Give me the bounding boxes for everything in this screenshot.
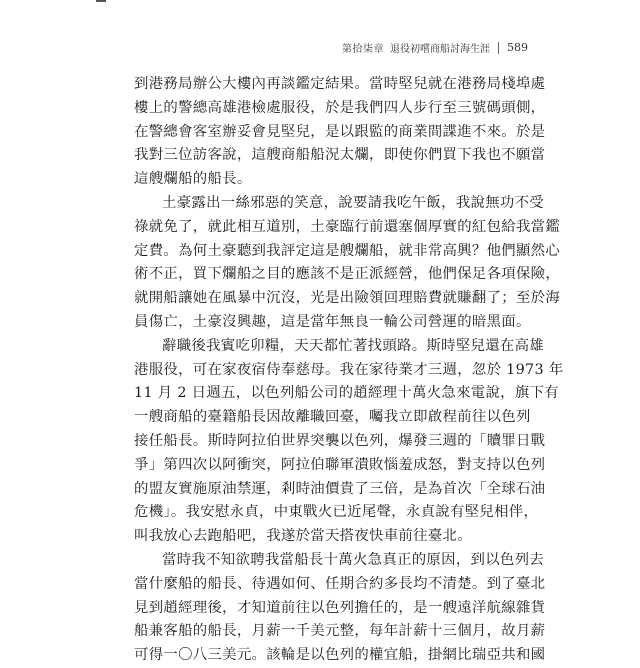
chapter-label: 第拾柒章 bbox=[342, 44, 384, 55]
text-line: 可得一〇八三美元。該輪是以色列的權宜船，掛網比瑞亞共和國 bbox=[134, 647, 546, 664]
text-line: 在警總會客室辦妥會見堅兒，是以跟監的商業間諜進不來。於是 bbox=[134, 123, 546, 140]
text-line: 船兼客船的船長，月薪一千美元整，每年計薪十三個月，故月薪 bbox=[134, 623, 546, 640]
text-line: 就開船讓她在風暴中沉沒，光是出險領回理賠費就賺翻了；至於海 bbox=[134, 290, 561, 307]
text-line: 當什麼船的船長、待遇如何、任期合約多長均不清楚。到了臺北 bbox=[134, 575, 546, 592]
text-line: 當時我不知欲聘我當船長十萬火急真正的原因，到以色列去 bbox=[162, 551, 544, 568]
page-number: 589 bbox=[507, 41, 528, 54]
section-title: 退役初嚐商船討海生涯 bbox=[390, 44, 490, 55]
text-line: 定費。為何土豪聽到我評定這是艘爛船，就非常高興？他們顯然心 bbox=[134, 242, 561, 259]
text-line: 叫我放心去跑船吧，我遂於當天搭夜快車前往臺北。 bbox=[134, 528, 472, 545]
text-line: 祿就免了，就此相互道別，土豪臨行前還塞個厚實的紅包給我當鑑 bbox=[134, 218, 561, 235]
text-line: 員傷亡，土豪沒興趣，這是當年無良一輪公司營運的暗黑面。 bbox=[134, 313, 531, 330]
text-line: 土豪露出一絲邪惡的笑意，說要請我吃午飯，我說無功不受 bbox=[162, 194, 544, 211]
text-line: 的盟友實施原油禁運，剎時油價貴了三倍，是為首次「全球石油 bbox=[134, 480, 546, 497]
text-line: 爭」第四次以阿衝突，阿拉伯聯軍潰敗惱羞成怒，對支持以色列 bbox=[134, 456, 546, 473]
text-line: 辭職後我賓吃卯糧，天天都忙著找頭路。斯時堅兒還在高雄 bbox=[162, 337, 544, 354]
text-line: 港服役，可在家夜宿侍奉慈母。我在家待業才三週，忽於 1973 年 bbox=[134, 361, 564, 378]
text-line: 我對三位訪客說，這艘商船船況太爛，即使你們買下我也不願當 bbox=[134, 147, 546, 164]
running-header bbox=[342, 40, 528, 55]
text-line: 術不正，買下爛船之目的應該不是正派經營，他們保足各項保險， bbox=[134, 266, 561, 283]
text-line: 11 月 2 日週五，以色列船公司的趙經理十萬火急來電說，旗下有 bbox=[134, 385, 559, 402]
text-line: 這艘爛船的船長。 bbox=[134, 171, 252, 188]
text-line: 見到趙經理後，才知道前往以色列擔任的，是一艘遠洋航線雜貨 bbox=[134, 599, 546, 616]
text-line: 危機」。我安慰永貞，中東戰火已近尾聲，永貞說有堅兒相伴， bbox=[134, 504, 539, 521]
body-text bbox=[134, 73, 564, 668]
header-divider bbox=[498, 42, 499, 54]
text-line: 樓上的警總高雄港檢處服役，於是我們四人步行至三號碼頭側， bbox=[134, 99, 546, 116]
text-line: 一艘商船的臺籍船長因故離職回臺，囑我立即啟程前往以色列 bbox=[134, 409, 531, 426]
scan-corner-mark bbox=[96, 0, 106, 2]
text-line: 接任船長。斯時阿拉伯世界突襲以色列，爆發三週的「贖罪日戰 bbox=[134, 432, 546, 449]
text-line: 到港務局辦公大樓內再談鑑定結果。當時堅兒就在港務局棧埠處 bbox=[134, 76, 546, 92]
